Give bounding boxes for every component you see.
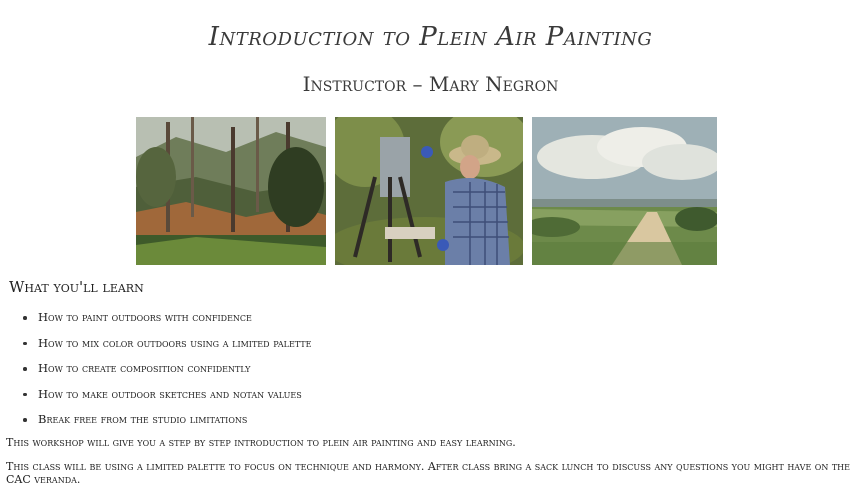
page-title: Introduction to Plein Air Painting (208, 22, 653, 52)
what-you-learn-heading: What you'll learn (9, 278, 144, 296)
list-item: How to mix color outdoors using a limited palette (20, 335, 311, 361)
landscape-forest-painting[interactable] (136, 117, 326, 265)
class-details: This class will be using a limited palette to focus on technique and harmony. After class bring a sack lunch to discuss any questions you might have on the CAC veranda. (6, 460, 850, 486)
instructor-painting-outdoors-photo[interactable] (335, 117, 523, 265)
list-item: Break free from the studio limitations (20, 411, 311, 437)
list-item: How to create composition confidently (20, 360, 311, 386)
list-item: How to make outdoor sketches and notan values (20, 386, 311, 412)
instructor-subtitle: Instructor – Mary Negron (302, 72, 559, 96)
learn-list (20, 309, 311, 437)
workshop-description: This workshop will give you a step by step introduction to plein air painting and easy learning. (6, 436, 516, 449)
country-road-painting[interactable] (532, 117, 717, 265)
list-item: How to paint outdoors with confidence (20, 309, 311, 335)
